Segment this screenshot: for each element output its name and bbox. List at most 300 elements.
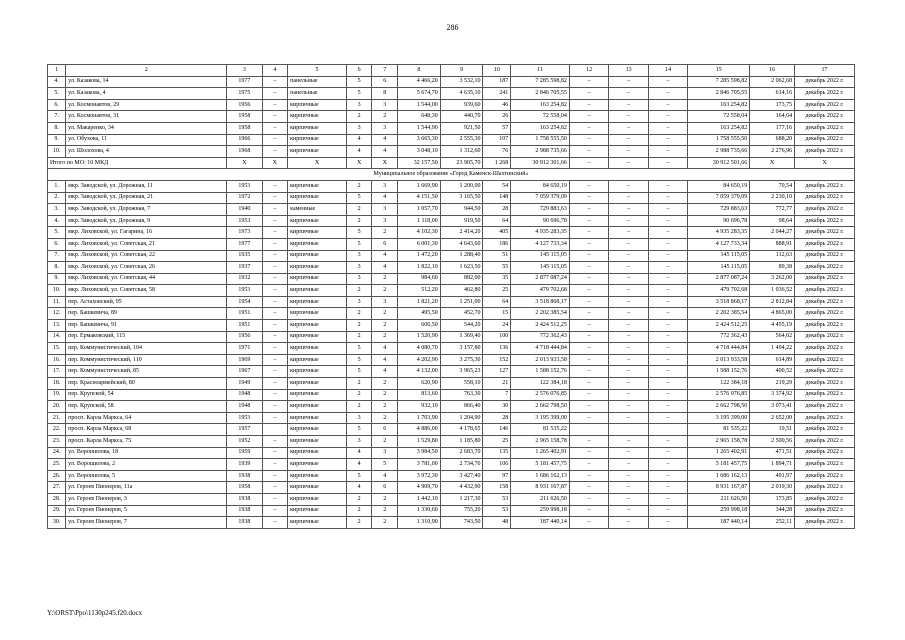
table-cell: 21 <box>483 378 511 390</box>
section-title: Муниципальное образование «Город Каменск-Шахтинский» <box>48 169 855 181</box>
table-cell: 4 <box>372 262 398 274</box>
table-cell: декабрь 2022 г. <box>795 366 855 378</box>
table-cell: 888,91 <box>750 238 795 250</box>
table-cell: 2 846 705,55 <box>511 88 570 100</box>
table-cell: 1 118,00 <box>398 215 441 227</box>
table-cell: – <box>648 493 687 505</box>
table-cell: 4 102,30 <box>398 227 441 239</box>
table-cell: – <box>648 250 687 262</box>
column-number: 7 <box>372 65 398 77</box>
table-cell: 3 195 399,00 <box>688 412 750 424</box>
table-cell: 72 558,04 <box>511 111 570 123</box>
table-cell: 5 <box>346 470 372 482</box>
table-cell: декабрь 2022 г. <box>795 308 855 320</box>
table-cell: кирпичные <box>288 459 347 471</box>
table-cell: 1 330,60 <box>398 505 441 517</box>
table-cell: 614,89 <box>750 354 795 366</box>
table-cell: кирпичные <box>288 227 347 239</box>
table-row <box>48 354 855 366</box>
table-cell: 4 <box>372 343 398 355</box>
table-cell: 3 532,10 <box>440 76 483 88</box>
table-cell: 1 686 162,13 <box>688 470 750 482</box>
table-cell: – <box>609 505 648 517</box>
table-cell: – <box>648 412 687 424</box>
table-cell: ул. Героев Пионеров, 7 <box>66 517 227 529</box>
table-cell: кирпичные <box>288 331 347 343</box>
table-cell: 3 048,10 <box>398 146 441 158</box>
table-cell: 729 883,63 <box>688 204 750 216</box>
table-cell: кирпичные <box>288 262 347 274</box>
table-row <box>48 470 855 482</box>
table-cell: декабрь 2022 г. <box>795 482 855 494</box>
table-cell: – <box>609 238 648 250</box>
table-cell: 2 877 087,24 <box>511 273 570 285</box>
table-cell: мкр. Лиховской, ул. Советская, 58 <box>66 285 227 297</box>
table-cell: декабрь 2022 г. <box>795 76 855 88</box>
table-row <box>48 493 855 505</box>
table-cell: 1938 <box>227 493 262 505</box>
table-cell: 145 115,05 <box>688 250 750 262</box>
table-cell: 219,29 <box>750 378 795 390</box>
table-cell: 19. <box>48 389 66 401</box>
table-cell: декабрь 2022 г. <box>795 493 855 505</box>
table-cell: 4 <box>372 470 398 482</box>
table-cell: 1 822,10 <box>398 262 441 274</box>
table-cell: 5 <box>372 459 398 471</box>
table-cell: 2 <box>372 111 398 123</box>
table-cell: 1973 <box>227 227 262 239</box>
table-cell: ул. Космонавтов, 29 <box>66 99 227 111</box>
table-cell: 1 057,70 <box>398 204 441 216</box>
table-cell: 1972 <box>227 192 262 204</box>
table-cell: 4 <box>372 250 398 262</box>
table-cell: 14. <box>48 331 66 343</box>
table-cell: – <box>648 215 687 227</box>
table-cell: 6. <box>48 238 66 250</box>
table-cell: – <box>648 262 687 274</box>
table-cell: 7. <box>48 250 66 262</box>
table-cell: 5 <box>346 424 372 436</box>
table-cell: – <box>262 354 288 366</box>
table-cell: 2 <box>372 505 398 517</box>
table-row <box>48 122 855 134</box>
table-cell: 23. <box>48 436 66 448</box>
table-cell: 620,90 <box>398 378 441 390</box>
table-cell: 688,20 <box>750 134 795 146</box>
table-cell: 4 935 283,35 <box>511 227 570 239</box>
column-number: 14 <box>648 65 687 77</box>
table-cell: 2 276,96 <box>750 146 795 158</box>
table-cell: 28 <box>483 204 511 216</box>
table-cell: 177,16 <box>750 122 795 134</box>
table-cell: – <box>609 308 648 320</box>
column-number: 2 <box>66 65 227 77</box>
table-cell: – <box>569 517 608 529</box>
table-cell: – <box>609 99 648 111</box>
table-cell: – <box>262 459 288 471</box>
table-cell: 1. <box>48 180 66 192</box>
table-cell: – <box>648 343 687 355</box>
table-cell: 57 <box>483 122 511 134</box>
table-cell: Х <box>262 157 288 169</box>
table-cell: ул. Казакова, 4 <box>66 88 227 100</box>
column-number: 4 <box>262 65 288 77</box>
table-cell: 4 466,20 <box>398 76 441 88</box>
table-cell: 53 <box>483 505 511 517</box>
table-cell: 4 178,65 <box>440 424 483 436</box>
table-cell: – <box>609 447 648 459</box>
table-cell: 30 912 301,66 <box>511 157 570 169</box>
table-cell: – <box>648 111 687 123</box>
table-cell: – <box>648 470 687 482</box>
table-cell: 743,50 <box>440 517 483 529</box>
table-cell: 146 <box>483 424 511 436</box>
table-cell: 1958 <box>227 111 262 123</box>
table-cell: 2 <box>372 436 398 448</box>
table-cell: – <box>609 470 648 482</box>
table-cell: 2 <box>372 285 398 297</box>
table-cell: – <box>569 308 608 320</box>
table-cell: 1 623,50 <box>440 262 483 274</box>
table-cell: 7 059 379,09 <box>511 192 570 204</box>
table-cell: 2 812,84 <box>750 296 795 308</box>
table-cell: 8 931 167,87 <box>511 482 570 494</box>
table-cell: декабрь 2022 г. <box>795 111 855 123</box>
table-cell: – <box>262 122 288 134</box>
table-cell: – <box>648 88 687 100</box>
table-cell: – <box>262 99 288 111</box>
table-cell: – <box>648 447 687 459</box>
table-cell: кирпичные <box>288 215 347 227</box>
table-row <box>48 517 855 529</box>
table-cell: ул. Героев Пионеров, 5 <box>66 505 227 517</box>
table-cell: 606,50 <box>398 320 441 332</box>
table-cell: 1 758 555,50 <box>688 134 750 146</box>
table-cell: – <box>609 285 648 297</box>
table-cell: 7 285 598,82 <box>511 76 570 88</box>
table-cell: 1 703,90 <box>398 412 441 424</box>
table-cell: – <box>569 447 608 459</box>
table-cell: кирпичные <box>288 482 347 494</box>
table-cell: 25 <box>483 285 511 297</box>
table-cell: 30. <box>48 517 66 529</box>
table-cell: 3. <box>48 204 66 216</box>
column-number-row <box>48 65 855 77</box>
table-cell: – <box>262 180 288 192</box>
table-row <box>48 250 855 262</box>
table-cell: 28. <box>48 493 66 505</box>
table-cell: 1957 <box>227 424 262 436</box>
table-cell: 939,60 <box>440 99 483 111</box>
table-cell: 344,28 <box>750 505 795 517</box>
table-cell: 15 <box>483 308 511 320</box>
table-cell: 10. <box>48 285 66 297</box>
table-cell: 4 865,00 <box>750 308 795 320</box>
table-cell: – <box>262 378 288 390</box>
table-cell: 2 988 735,66 <box>688 146 750 158</box>
table-cell: – <box>262 273 288 285</box>
table-cell: 1 265 402,91 <box>688 447 750 459</box>
table-cell: – <box>609 517 648 529</box>
table-cell: 89,38 <box>750 262 795 274</box>
table-cell: 1 821,20 <box>398 296 441 308</box>
table-cell: 2 <box>346 204 372 216</box>
table-cell: декабрь 2022 г. <box>795 320 855 332</box>
table-cell: 2 <box>346 517 372 529</box>
table-cell: 17. <box>48 366 66 378</box>
table-cell: 3 <box>372 447 398 459</box>
table-cell: 163 254,82 <box>688 99 750 111</box>
table-cell: 100 <box>483 331 511 343</box>
table-cell: 7 <box>483 389 511 401</box>
table-cell: 2 <box>346 308 372 320</box>
table-cell: ул. Ворошилова, 5 <box>66 470 227 482</box>
table-cell: 4 080,70 <box>398 343 441 355</box>
table-cell: – <box>609 401 648 413</box>
table-cell: – <box>648 389 687 401</box>
table-cell: 1 036,52 <box>750 285 795 297</box>
table-cell: кирпичные <box>288 238 347 250</box>
table-cell: – <box>648 157 687 169</box>
table-cell: 1 217,30 <box>440 493 483 505</box>
table-row <box>48 320 855 332</box>
table-cell: 400,52 <box>750 366 795 378</box>
table-cell: – <box>648 134 687 146</box>
table-cell: 158 <box>483 482 511 494</box>
table-row <box>48 215 855 227</box>
table-cell: кирпичные <box>288 412 347 424</box>
table-cell: 145 115,05 <box>511 262 570 274</box>
table-cell: – <box>262 308 288 320</box>
table-cell: декабрь 2022 г. <box>795 262 855 274</box>
table-cell: 2 <box>372 273 398 285</box>
table-cell: – <box>262 343 288 355</box>
table-cell: 81 535,22 <box>688 424 750 436</box>
table-cell: пер. Ермаковский, 115 <box>66 331 227 343</box>
table-cell: 252,11 <box>750 517 795 529</box>
table-cell: 173,75 <box>750 99 795 111</box>
table-cell: 491,97 <box>750 470 795 482</box>
table-cell: – <box>609 459 648 471</box>
table-cell: 4 <box>346 459 372 471</box>
table-cell: 5 <box>346 76 372 88</box>
table-cell: кирпичные <box>288 517 347 529</box>
table-cell: 1958 <box>227 122 262 134</box>
table-cell: 30 <box>483 401 511 413</box>
table-cell: – <box>262 250 288 262</box>
table-cell: 1948 <box>227 389 262 401</box>
table-cell: декабрь 2022 г. <box>795 517 855 529</box>
table-cell: 3 965,23 <box>440 366 483 378</box>
table-cell: – <box>609 204 648 216</box>
table-cell: кирпичные <box>288 111 347 123</box>
table-cell: – <box>609 331 648 343</box>
table-cell: 7 285 598,82 <box>688 76 750 88</box>
table-cell: 932,10 <box>398 401 441 413</box>
table-cell: – <box>648 436 687 448</box>
table-cell: 54 <box>483 180 511 192</box>
table-cell: кирпичные <box>288 122 347 134</box>
table-cell: 4 <box>346 482 372 494</box>
table-cell: 76 <box>483 146 511 158</box>
table-cell: – <box>609 157 648 169</box>
table-cell: 5 <box>346 343 372 355</box>
table-cell: 1939 <box>227 459 262 471</box>
table-cell: – <box>609 88 648 100</box>
table-cell: 211 626,50 <box>511 493 570 505</box>
table-cell: 3 665,30 <box>398 134 441 146</box>
table-cell: 136 <box>483 343 511 355</box>
table-cell: Х <box>795 157 855 169</box>
table-cell: 90 696,78 <box>688 215 750 227</box>
table-cell: 8. <box>48 262 66 274</box>
table-cell: – <box>569 482 608 494</box>
section-row <box>48 169 855 181</box>
table-cell: 2 <box>346 493 372 505</box>
table-cell: 211 626,50 <box>688 493 750 505</box>
table-cell: 127 <box>483 366 511 378</box>
table-cell: – <box>648 238 687 250</box>
table-cell: кирпичные <box>288 470 347 482</box>
table-cell: 544,20 <box>440 320 483 332</box>
table-cell: 1949 <box>227 378 262 390</box>
table-cell: 2 <box>346 378 372 390</box>
table-cell: – <box>648 273 687 285</box>
table-cell: – <box>609 273 648 285</box>
table-cell: – <box>569 122 608 134</box>
table-cell: 3 972,30 <box>398 470 441 482</box>
table-cell: 9. <box>48 134 66 146</box>
table-cell: ул. Ворошилова, 18 <box>66 447 227 459</box>
table-cell: декабрь 2022 г. <box>795 447 855 459</box>
table-cell: 4 886,00 <box>398 424 441 436</box>
table-cell: 1 494,22 <box>750 343 795 355</box>
table-cell: 4 127 733,34 <box>511 238 570 250</box>
table-cell: 28 <box>483 412 511 424</box>
table-cell: 4 <box>346 447 372 459</box>
table-cell: 97 <box>483 470 511 482</box>
table-cell: 2 <box>346 111 372 123</box>
table-cell: 1948 <box>227 401 262 413</box>
column-number: 6 <box>346 65 372 77</box>
table-cell: – <box>262 227 288 239</box>
table-cell: 2 <box>372 389 398 401</box>
table-cell: просп. Карла Маркса, 75 <box>66 436 227 448</box>
table-cell: 163 254,82 <box>511 122 570 134</box>
table-cell: 2 <box>372 227 398 239</box>
table-cell: 1 265 402,91 <box>511 447 570 459</box>
table-cell: панельные <box>288 88 347 100</box>
table-cell: – <box>609 227 648 239</box>
table-cell <box>262 424 288 436</box>
table-row <box>48 285 855 297</box>
table-cell: 2 424 512,25 <box>688 320 750 332</box>
table-cell: 4 635,10 <box>440 88 483 100</box>
table-cell: – <box>569 401 608 413</box>
table-cell: 2 <box>372 493 398 505</box>
table-cell: – <box>569 366 608 378</box>
table-cell: 4 151,50 <box>398 192 441 204</box>
table-cell: – <box>648 354 687 366</box>
table-cell: 1 758 555,50 <box>511 134 570 146</box>
table-cell: кирпичные <box>288 505 347 517</box>
table-cell: 866,40 <box>440 401 483 413</box>
table-row <box>48 76 855 88</box>
table-cell: 3 <box>346 273 372 285</box>
table-cell: – <box>569 99 608 111</box>
table-cell: кирпичные <box>288 401 347 413</box>
table-cell: – <box>262 146 288 158</box>
table-cell: 462,80 <box>440 285 483 297</box>
table-cell: 2 <box>372 331 398 343</box>
table-cell: кирпичные <box>288 308 347 320</box>
table-cell: 3 984,50 <box>398 447 441 459</box>
table-cell: – <box>609 412 648 424</box>
table-cell: мкр. Заводской, ул. Дорожная, 21 <box>66 192 227 204</box>
table-cell: 1 288,40 <box>440 250 483 262</box>
table-cell: ул. Героев Пионеров, 11а <box>66 482 227 494</box>
table-cell: 5 <box>346 366 372 378</box>
table-cell: – <box>569 459 608 471</box>
table-cell: – <box>569 412 608 424</box>
table-cell: 1 442,10 <box>398 493 441 505</box>
table-cell: 2 652,00 <box>750 412 795 424</box>
table-cell: 2 662 798,50 <box>688 401 750 413</box>
table-cell: – <box>262 215 288 227</box>
table-cell: 2 576 076,85 <box>511 389 570 401</box>
table-cell: – <box>569 192 608 204</box>
table-cell: мкр. Лиховской, ул. Советская, 44 <box>66 273 227 285</box>
table-cell: 32 157,50 <box>398 157 441 169</box>
table-cell: кирпичные <box>288 180 347 192</box>
table-cell: пер. Крупской, 54 <box>66 389 227 401</box>
table-cell: 64 <box>483 215 511 227</box>
table-cell: 772,77 <box>750 204 795 216</box>
table-cell: 10. <box>48 146 66 158</box>
table-cell: 882,00 <box>440 273 483 285</box>
table-cell: 3 157,80 <box>440 343 483 355</box>
table-cell: – <box>262 134 288 146</box>
table-cell: – <box>609 493 648 505</box>
table-cell: – <box>569 320 608 332</box>
table-cell: 163 254,82 <box>511 99 570 111</box>
table-cell: 6. <box>48 99 66 111</box>
column-number: 10 <box>483 65 511 77</box>
table-row <box>48 308 855 320</box>
table-cell: – <box>569 250 608 262</box>
table-cell: 3 <box>372 180 398 192</box>
table-cell: Х <box>288 157 347 169</box>
table-cell: мкр. Заводской, ул. Дорожная, 11 <box>66 180 227 192</box>
table-cell: 3 <box>372 99 398 111</box>
table-cell: декабрь 2022 г. <box>795 459 855 471</box>
table-cell: 22. <box>48 424 66 436</box>
table-cell: – <box>262 76 288 88</box>
table-cell: 6 001,30 <box>398 238 441 250</box>
table-cell: 1935 <box>227 250 262 262</box>
table-cell: – <box>648 227 687 239</box>
table-cell: 19,51 <box>750 424 795 436</box>
table-cell: 440,70 <box>440 111 483 123</box>
table-cell: 1971 <box>227 343 262 355</box>
table-cell: – <box>609 378 648 390</box>
table-cell: 1 544,00 <box>398 99 441 111</box>
table-cell: декабрь 2022 г. <box>795 354 855 366</box>
table-cell: мкр. Лиховской, ул. Советская, 21 <box>66 238 227 250</box>
table-cell: – <box>569 273 608 285</box>
table-cell: 2 424 512,25 <box>511 320 570 332</box>
table-cell: – <box>609 146 648 158</box>
